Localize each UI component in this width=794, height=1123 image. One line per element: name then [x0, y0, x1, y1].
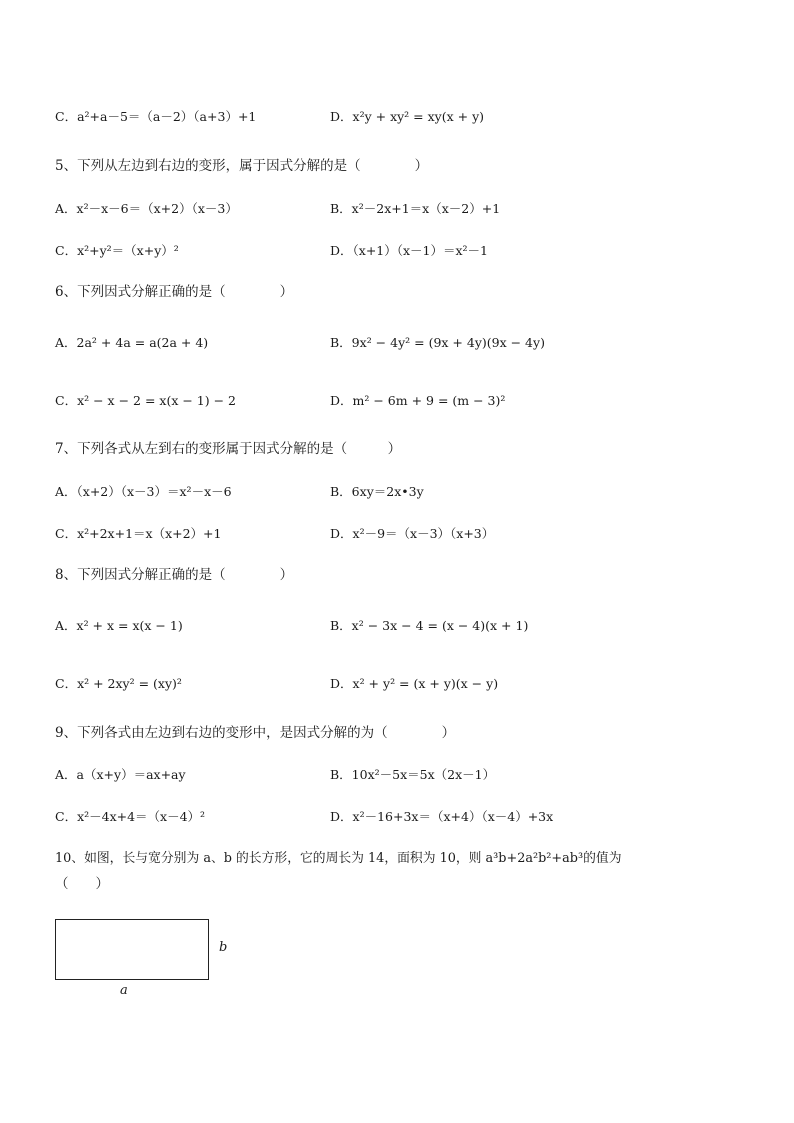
- q7-stem: 7、下列各式从左到右的变形属于因式分解的是（ ）: [55, 441, 402, 457]
- q5-option-d: D．（x+1）（x－1）＝x²－1: [330, 243, 489, 258]
- q6-option-d: D．m² − 6m + 9 = (m − 3)²: [330, 393, 506, 408]
- q5-stem: 5、下列从左边到右边的变形，属于因式分解的是（ ）: [55, 158, 429, 174]
- q7-option-a: A．（x+2）（x－3）＝x²－x－6: [55, 484, 232, 499]
- q6-stem: 6、下列因式分解正确的是（ ）: [55, 284, 294, 300]
- q10-stem: 10、如图，长与宽分别为 a、b 的长方形，它的周长为 14，面积为 10，则 a³b+2a²b²+ab³的值为: [55, 851, 622, 866]
- q9-option-d: D．x²－16+3x＝（x+4）（x－4）+3x: [330, 809, 554, 824]
- q9-stem: 9、下列各式由左边到右边的变形中，是因式分解的为（ ）: [55, 725, 456, 741]
- q7-option-c: C．x²+2x+1＝x（x+2）+1: [55, 526, 222, 541]
- q8-option-a: A．x² + x = x(x − 1): [55, 618, 183, 633]
- q7-option-d: D．x²－9＝（x－3）（x+3）: [330, 526, 495, 541]
- q10-answer-blank: （ ）: [55, 876, 109, 892]
- label-b: b: [219, 940, 228, 955]
- q5-option-c: C．x²+y²＝（x+y）²: [55, 243, 179, 258]
- rectangle-figure: [55, 919, 209, 980]
- q8-option-c: C．x² + 2xy² = (xy)²: [55, 676, 182, 691]
- q7-option-b: B．6xy＝2x•3y: [330, 484, 424, 499]
- q6-option-c: C．x² − x − 2 = x(x − 1) − 2: [55, 393, 236, 408]
- q4-option-d: D．x²y + xy² = xy(x + y): [330, 109, 485, 124]
- q5-option-b: B．x²－2x+1＝x（x－2）+1: [330, 201, 501, 216]
- q8-option-b: B．x² − 3x − 4 = (x − 4)(x + 1): [330, 618, 529, 633]
- label-a: a: [120, 983, 128, 998]
- q9-option-b: B．10x²－5x＝5x（2x－1）: [330, 767, 496, 782]
- q6-option-a: A．2a² + 4a = a(2a + 4): [55, 335, 209, 350]
- q4-option-c: C．a²+a－5＝（a－2）（a+3）+1: [55, 109, 257, 124]
- q9-option-c: C．x²－4x+4＝（x－4）²: [55, 809, 206, 824]
- q9-option-a: A．a（x+y）＝ax+ay: [55, 767, 186, 782]
- q8-option-d: D．x² + y² = (x + y)(x − y): [330, 676, 499, 691]
- q8-stem: 8、下列因式分解正确的是（ ）: [55, 567, 294, 583]
- q5-option-a: A．x²－x－6＝（x+2）（x－3）: [55, 201, 238, 216]
- q6-option-b: B．9x² − 4y² = (9x + 4y)(9x − 4y): [330, 335, 545, 350]
